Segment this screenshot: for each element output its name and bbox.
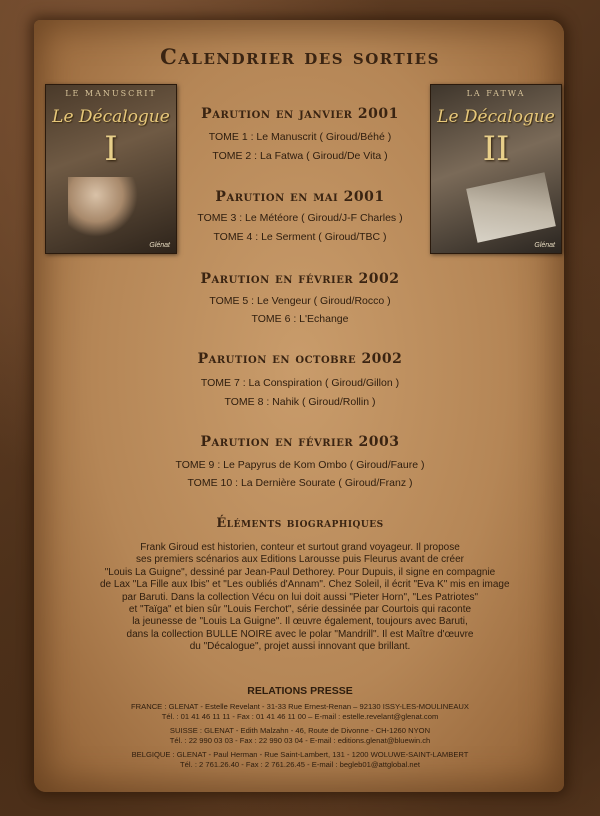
release-heading: Parution en février 2002	[200, 271, 400, 287]
release-tome: TOME 5 : Le Vengeur ( Giroud/Rocco )	[209, 295, 391, 307]
press-contact-france	[0, 702, 600, 722]
bio-line: et "Taïga" et bien sûr "Louis Ferchot", série dessinée par Courtois qui raconte	[128, 604, 472, 616]
release-tome: TOME 10 : La Dernière Sourate ( Giroud/Franz )	[187, 477, 413, 489]
release-heading: Parution en février 2003	[200, 434, 400, 450]
press-line: Tél. : 22 990 03 03 - Fax : 22 990 03 04 - E-mail : editions.glenat@bluewin.ch	[169, 736, 431, 745]
bio-heading: Éléments biographiques	[216, 516, 384, 531]
bio-line: la jeunesse de "Louis La Guigne". Il œuvre également, toujours avec Baruti,	[132, 616, 468, 628]
press-line: BELGIQUE : GLENAT - Paul Herman - Rue Saint-Lambert, 131 - 1200 WOLUWE-SAINT-LAMBERT	[131, 750, 469, 759]
cover-logo: Le Décalogue	[52, 107, 170, 127]
bio-line: du "Décalogue", projet aussi innovant que brillant.	[189, 641, 411, 653]
bio-line: de Lax "La Fille aux Ibis" et "Les oubliés d'Annam". Chez Soleil, il écrit "Eva K" mis en image	[100, 579, 510, 591]
cover-publisher: Glénat	[534, 242, 555, 249]
press-heading: RELATIONS PRESSE	[247, 685, 353, 697]
cover-illustration	[68, 177, 138, 237]
release-heading: Parution en octobre 2002	[197, 351, 403, 367]
release-tome: TOME 3 : Le Météore ( Giroud/J-F Charles )	[197, 212, 403, 224]
release-tome: TOME 1 : Le Manuscrit ( Giroud/Béhé )	[208, 131, 392, 143]
page-title: Calendrier des sorties	[160, 44, 440, 69]
cover-header: LA FATWA	[466, 89, 526, 98]
release-tome: TOME 6 : L'Echange	[251, 313, 349, 325]
release-tome: TOME 2 : La Fatwa ( Giroud/De Vita )	[212, 150, 388, 162]
cover-logo: Le Décalogue	[437, 107, 555, 127]
cover-publisher: Glénat	[149, 242, 170, 249]
cover-number: I	[104, 129, 118, 169]
press-contact-suisse	[0, 726, 600, 746]
release-heading: Parution en mai 2001	[215, 189, 385, 205]
bio-text	[100, 542, 510, 654]
bio-line: ses premiers scénarios aux Editions Larousse puis Fleurus avant de créer	[136, 554, 464, 566]
bio-line: dans la collection BULLE NOIRE avec le polar "Mandrill". Il est Maître d'œuvre	[126, 628, 474, 640]
bio-line: par Baruti. Dans la collection Vécu on lui doit aussi "Pieter Horn", "Les Patriotes"	[121, 591, 479, 603]
press-line: SUISSE : GLENAT - Edith Malzahn - 46, Route de Divonne - CH-1260 NYON	[169, 726, 431, 735]
cover-number: II	[482, 129, 510, 169]
release-tome: TOME 4 : Le Serment ( Giroud/TBC )	[213, 231, 387, 243]
press-line: FRANCE : GLENAT - Estelle Revelant - 31-33 Rue Ernest-Renan – 92130 ISSY-LES-MOULINEAUX	[131, 702, 469, 711]
press-line: Tél. : 2 761.26.40 - Fax : 2 761.26.45 - E-mail : begleb01@attglobal.net	[180, 760, 420, 769]
press-line: Tél. : 01 41 46 11 11 - Fax : 01 41 46 11 00 – E-mail : estelle.revelant@glenat.com	[161, 712, 439, 721]
release-tome: TOME 9 : Le Papyrus de Kom Ombo ( Giroud/Faure )	[175, 459, 425, 471]
release-tome: TOME 8 : Nahik ( Giroud/Rollin )	[224, 396, 376, 408]
release-tome: TOME 7 : La Conspiration ( Giroud/Gillon )	[200, 377, 400, 389]
bio-line: Frank Giroud est historien, conteur et surtout grand voyageur. Il propose	[140, 542, 460, 553]
release-heading: Parution en janvier 2001	[201, 106, 399, 122]
press-contact-belgique	[0, 750, 600, 770]
bio-line: "Louis La Guigne", dessiné par Jean-Paul Dethorey. Pour Dupuis, il signe en compagnie	[104, 566, 496, 578]
cover-header: LE MANUSCRIT	[65, 89, 157, 98]
